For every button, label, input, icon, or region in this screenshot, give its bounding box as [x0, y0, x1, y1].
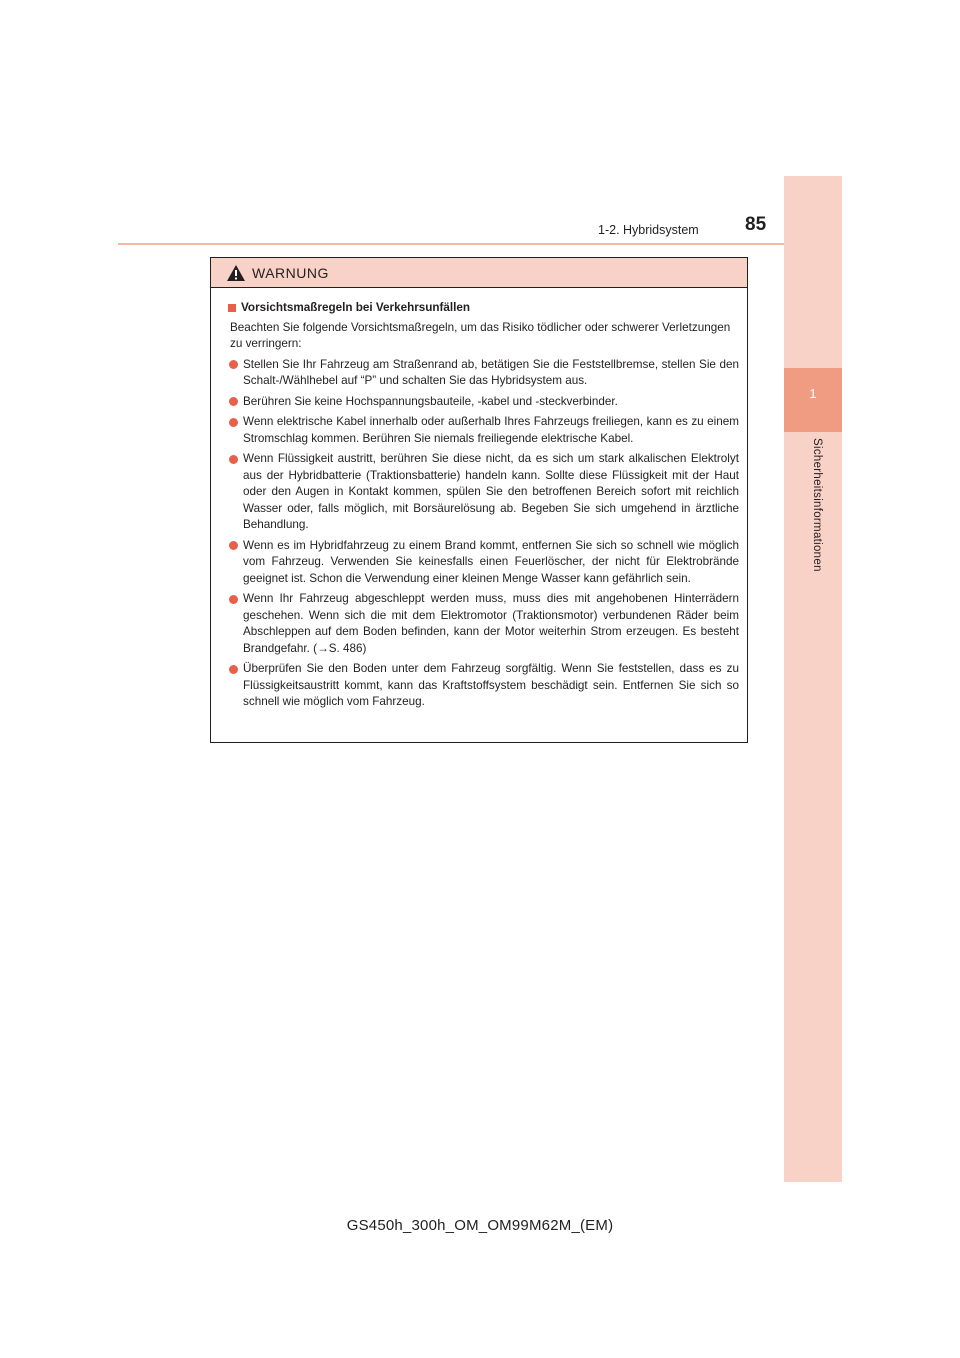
list-item: [228, 538, 739, 588]
warning-heading: [228, 300, 739, 317]
bullet-dot-icon: [229, 418, 238, 427]
list-item-text: Wenn es im Hybridfahrzeug zu einem Brand kommt, entfernen Sie sich so schnell wie möglich vom Fahrzeug. Verwenden Sie keinesfalls einen Feuerlöscher, der nicht für Elektrobrände geeignet ist. Schon die Verwendung einer kleinen Menge Wasser kann gefährlich sein.: [243, 538, 739, 585]
document-code: GS450h_300h_OM_OM99M62M_(EM): [346, 1217, 614, 1234]
list-item: [228, 414, 739, 447]
warning-title: WARNUNG: [252, 264, 329, 281]
list-item-text: Wenn Ihr Fahrzeug abgeschleppt werden muss, muss dies mit angehobenen Hinterrädern geschehen. Wenn sich die mit dem Elektromotor (Traktionsmotor) verbundenen Räder beim Abschleppen auf dem Boden befinden, kann der Motor weiterhin Strom erzeugen. Es besteht Brandgefahr. (→S. 486): [243, 592, 739, 655]
list-item-text: Überprüfen Sie den Boden unter dem Fahrzeug sorgfältig. Wenn Sie feststellen, dass es zu Flüssigkeitsaustritt kommt, kann das Kraftstoffsystem beschädigt sein. Entfernen Sie sich so schnell wie möglich vom Fahrzeug.: [243, 662, 739, 708]
list-item-text: Wenn elektrische Kabel innerhalb oder außerhalb Ihres Fahrzeugs freiliegen, kann es zu einem Stromschlag kommen. Berühren Sie niemals freiliegende elektrische Kabel.: [243, 415, 739, 445]
warning-body: [211, 288, 747, 711]
page-number: 85: [745, 214, 767, 235]
list-item-text: Wenn Flüssigkeit austritt, berühren Sie diese nicht, da es sich um stark alkalischen Elektrolyt aus der Hybridbatterie (Traktionsbatterie) handeln kann. Sollte diese Flüssigkeit mit der Haut oder den Augen in Kontakt kommen, spülen Sie den betroffenen Bereich sofort mit reichlich Wasser oder, falls möglich, mit Borsäurelösung ab. Begeben Sie sich umgehend in ärztliche Behandlung.: [243, 452, 739, 531]
header-rule: [118, 243, 784, 245]
warning-box: [210, 257, 748, 743]
side-tab: [784, 176, 842, 1182]
bullet-dot-icon: [229, 665, 238, 674]
warning-triangle-icon: [226, 264, 246, 282]
warning-header: [211, 258, 747, 288]
section-label: 1-2. Hybridsystem: [598, 223, 699, 237]
warning-intro: Beachten Sie folgende Vorsichtsmaßregeln, um das Risiko tödlicher oder schwerer Verletzungen zu verringern:: [230, 320, 731, 350]
square-bullet-icon: [228, 304, 236, 312]
chapter-title: Sicherheitsinformationen: [811, 438, 823, 572]
list-item: [228, 451, 739, 534]
list-item-text: Stellen Sie Ihr Fahrzeug am Straßenrand ab, betätigen Sie die Feststellbremse, stellen Sie den Schalt-/Wählhebel auf “P” und schalten Sie das Hybridsystem aus.: [243, 357, 739, 387]
bullet-dot-icon: [229, 397, 238, 406]
bullet-dot-icon: [229, 541, 238, 550]
list-item: [228, 661, 739, 711]
warning-heading-text: Vorsichtsmaßregeln bei Verkehrsunfällen: [241, 301, 471, 314]
bullet-dot-icon: [229, 455, 238, 464]
bullet-dot-icon: [229, 360, 238, 369]
bullet-dot-icon: [229, 595, 238, 604]
list-item: [228, 357, 739, 390]
list-item-text: Berühren Sie keine Hochspannungsbauteile, -kabel und -steckverbinder.: [243, 394, 618, 408]
list-item: [228, 394, 739, 411]
list-item: [228, 591, 739, 657]
chapter-number: 1: [809, 386, 817, 401]
